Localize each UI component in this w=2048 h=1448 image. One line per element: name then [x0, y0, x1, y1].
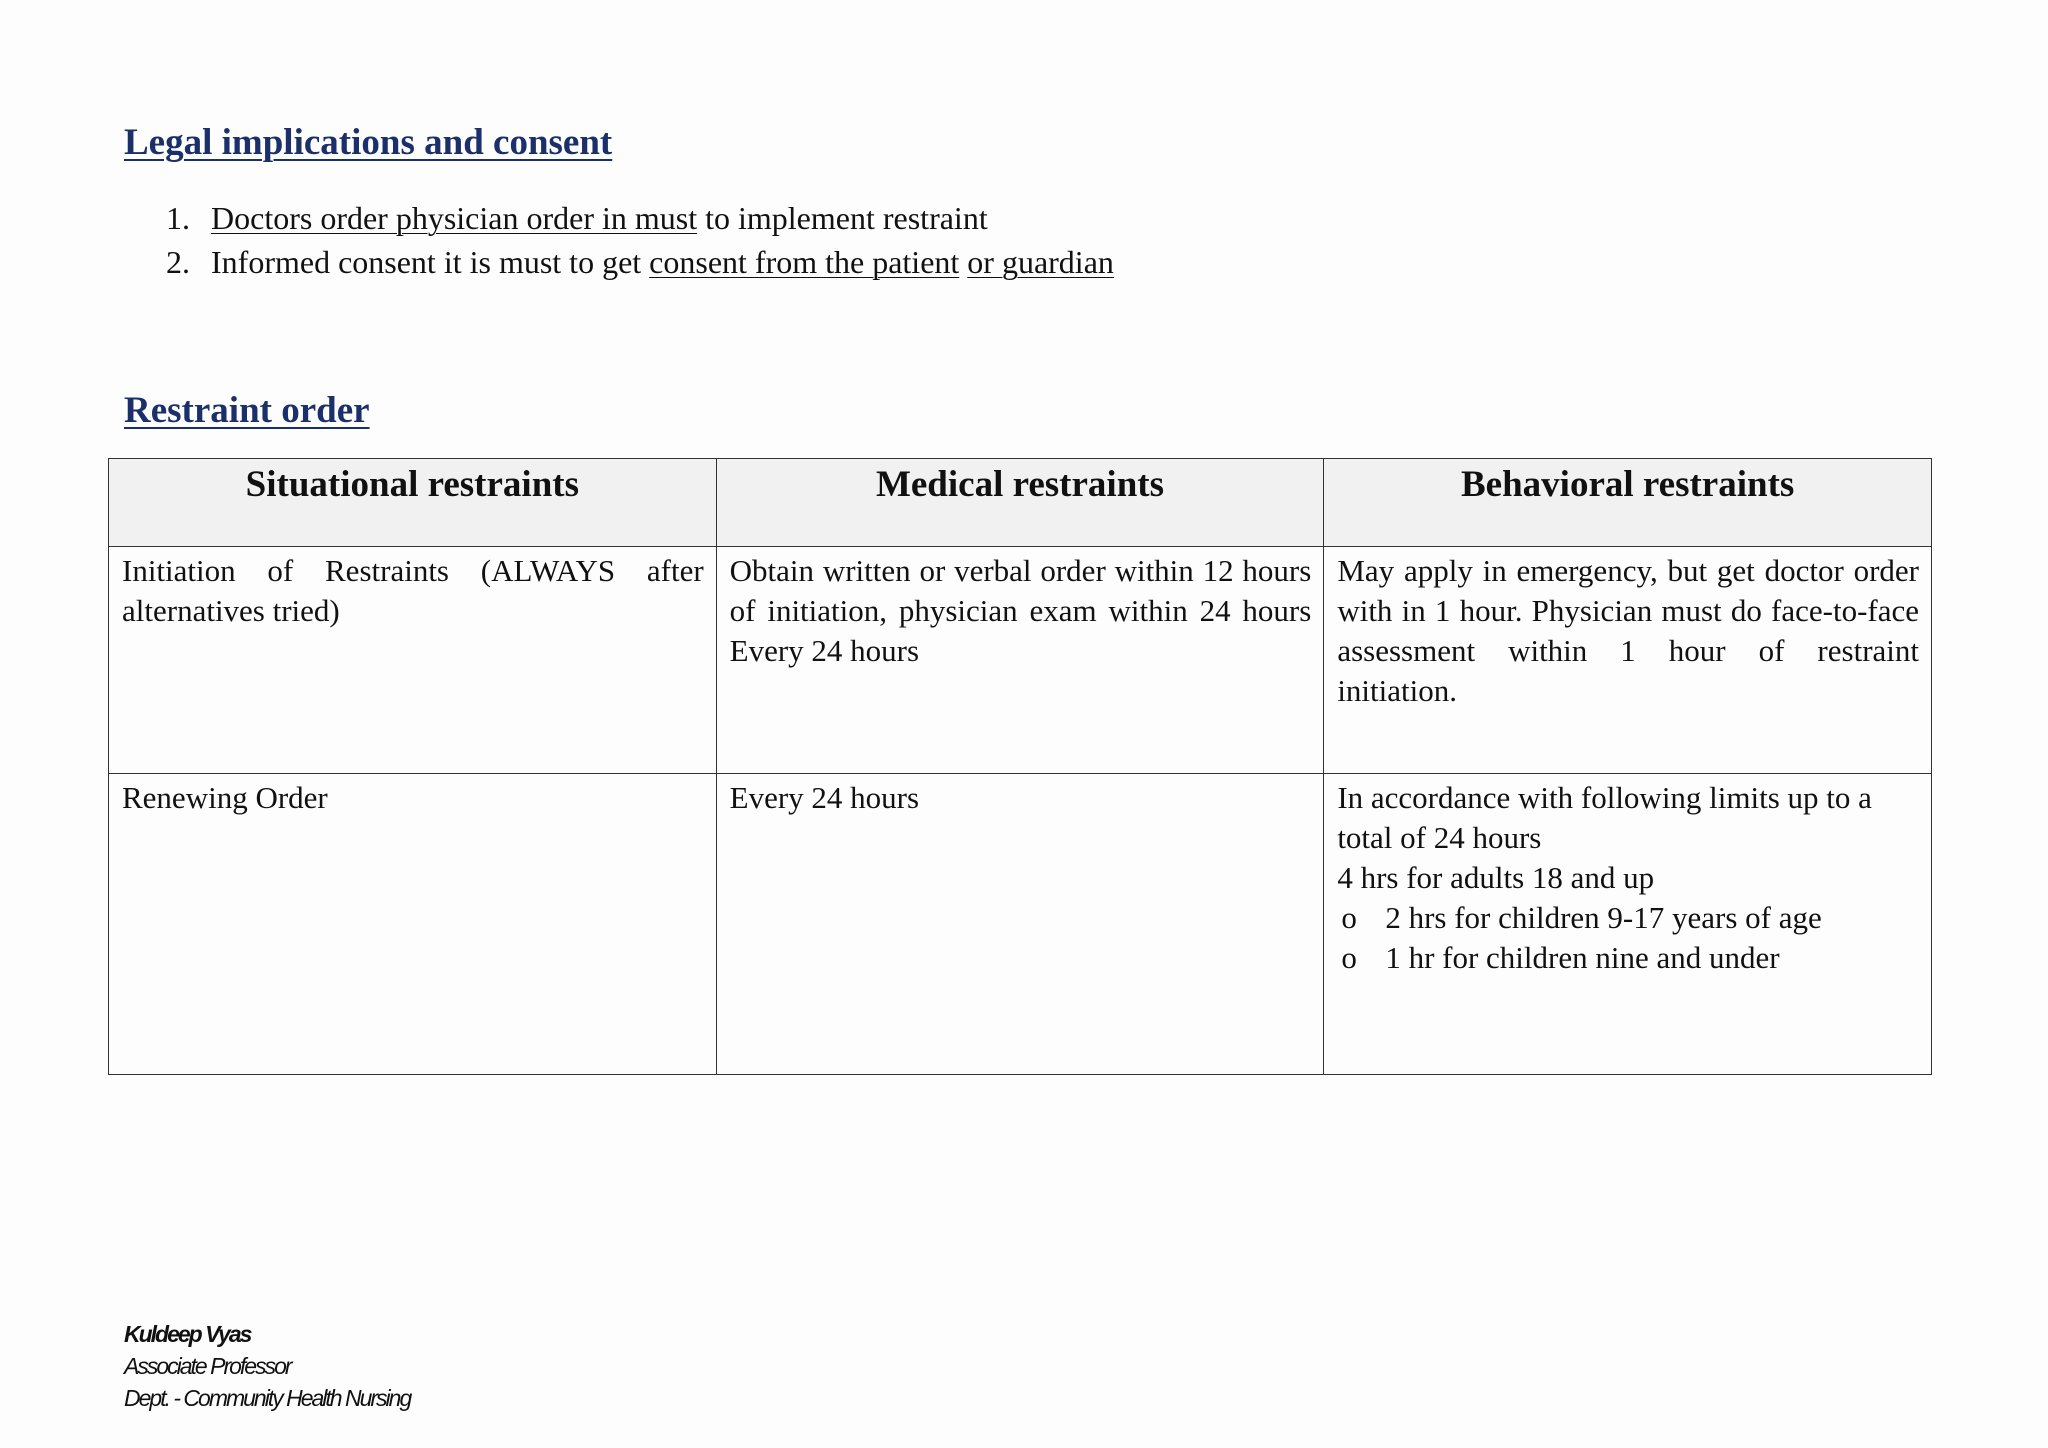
header-medical: Medical restraints: [716, 459, 1324, 547]
bullet-icon: o: [1341, 900, 1357, 935]
cell-behavioral: May apply in emergency, but get doctor order with in 1 hour. Physician must do face-to-face assessment within 1 hour of restraint initiation.: [1324, 547, 1932, 774]
list-text: to implement restraint: [697, 200, 988, 236]
restraint-order-heading: Restraint order: [124, 390, 370, 431]
bullet-text: 1 hr for children nine and under: [1385, 940, 1780, 975]
underlined-text: or guardian: [967, 244, 1114, 280]
cell-behavioral: [1324, 774, 1932, 1075]
list-item: [1337, 938, 1919, 978]
restraint-order-table: [108, 458, 1932, 1075]
cell-situational: Renewing Order: [109, 774, 717, 1075]
cell-medical: Every 24 hours: [716, 774, 1324, 1075]
author-title: Associate Professor: [124, 1353, 291, 1379]
table-row: [109, 547, 1932, 774]
table-header-row: [109, 459, 1932, 547]
list-item: [166, 240, 1114, 284]
author-footer: [124, 1318, 410, 1414]
list-text: Informed consent it is must to get: [211, 244, 650, 280]
table-row: [109, 774, 1932, 1075]
list-number: 1.: [166, 200, 190, 236]
cell-situational: Initiation of Restraints (ALWAYS after alternatives tried): [109, 547, 717, 774]
header-situational: Situational restraints: [109, 459, 717, 547]
legal-list: [166, 196, 1114, 284]
cell-medical: Obtain written or verbal order within 12 hours of initiation, physician exam within 24 hours Every 24 hours: [716, 547, 1324, 774]
legal-heading: Legal implications and consent: [124, 122, 613, 163]
list-item: [166, 196, 1114, 240]
behavioral-line: 4 hrs for adults 18 and up: [1337, 860, 1655, 895]
underlined-text: consent from the patient: [649, 244, 960, 280]
behavioral-intro: In accordance with following limits up to a total of 24 hours: [1337, 780, 1872, 855]
bullet-icon: o: [1341, 940, 1357, 975]
underlined-text: Doctors order physician order in must: [211, 200, 698, 236]
author-dept: Dept. - Community Health Nursing: [124, 1385, 411, 1411]
bullet-text: 2 hrs for children 9-17 years of age: [1385, 900, 1822, 935]
header-behavioral: Behavioral restraints: [1324, 459, 1932, 547]
list-number: 2.: [166, 244, 190, 280]
list-item: [1337, 898, 1919, 938]
author-name: Kuldeep Vyas: [124, 1321, 251, 1347]
